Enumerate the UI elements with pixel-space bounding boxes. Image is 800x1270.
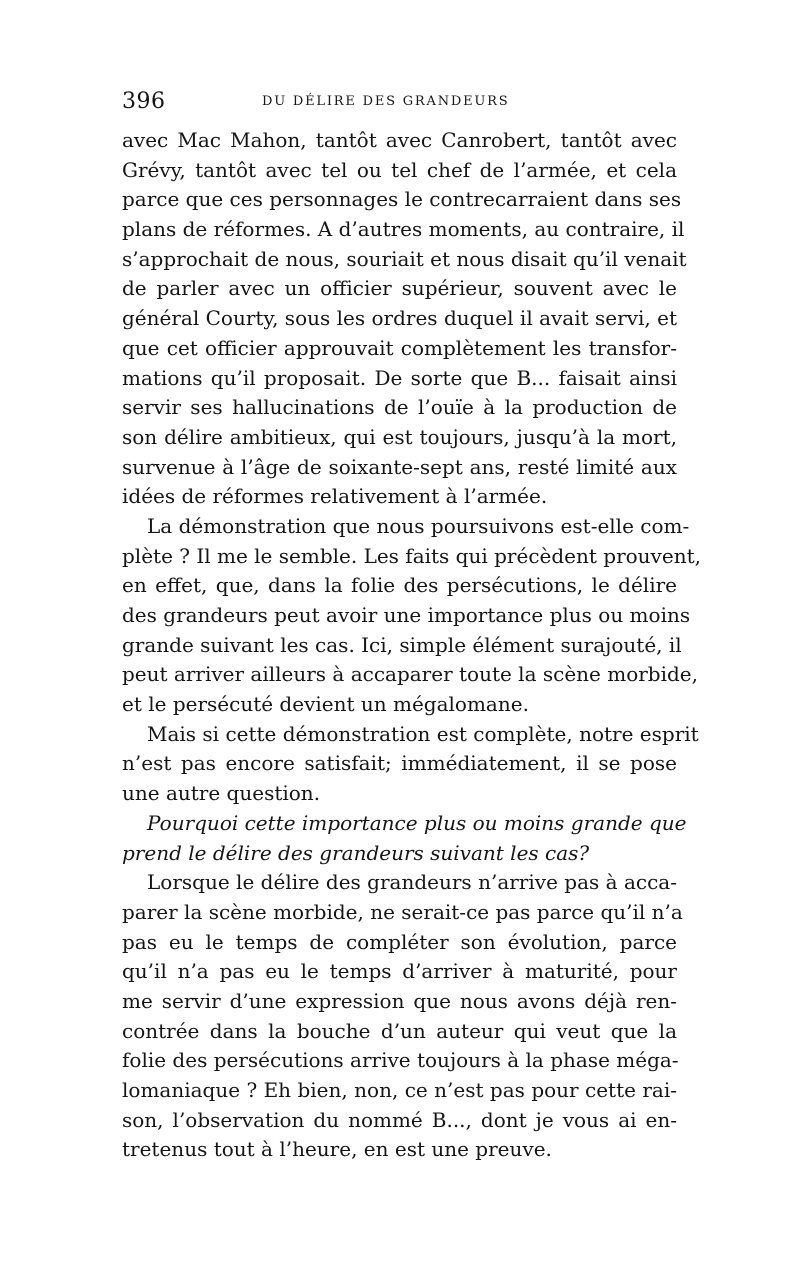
text-line: Grévy, tantôt avec tel ou tel chef de l’armée, et cela: [122, 157, 677, 182]
text-line: général Courty, sous les ordres duquel il avait servi, et: [122, 306, 677, 331]
page-header: [122, 89, 677, 119]
text-line: grande suivant les cas. Ici, simple élément surajouté, il: [122, 632, 682, 657]
text-line: son délire ambitieux, qui est toujours, jusqu’à la mort,: [122, 424, 677, 449]
page-number: 396: [122, 89, 166, 114]
text-line: lomaniaque ? Eh bien, non, ce n’est pas pour cette rai-: [122, 1078, 677, 1102]
text-line: peut arriver ailleurs à accaparer toute la scène morbide,: [122, 662, 698, 687]
text-line: idées de réformes relativement à l’armée.: [122, 484, 548, 509]
text-line: et le persécuté devient un mégalomane.: [122, 692, 529, 717]
text-line: tretenus tout à l’heure, en est une preuve.: [122, 1137, 552, 1162]
text-line: Pourquoi cette importance plus ou moins grande que: [147, 810, 687, 835]
text-line: pas eu le temps de compléter son évolution, parce: [122, 929, 677, 954]
text-line: mations qu’il proposait. De sorte que B... faisait ainsi: [122, 365, 677, 390]
text-line: plète ? Il me le semble. Les faits qui précèdent prouvent,: [122, 543, 701, 568]
text-line: parce que ces personnages le contrecarraient dans ses: [122, 187, 682, 212]
text-line: folie des persécutions arrive toujours à la phase méga-: [122, 1048, 679, 1073]
body-text: [122, 126, 701, 1165]
text-line: s’approchait de nous, souriait et nous disait qu’il venait: [122, 246, 687, 271]
text-line: que cet officier approuvait complètement les transfor-: [122, 335, 677, 360]
text-line: plans de réformes. A d’autres moments, au contraire, il: [122, 217, 685, 242]
text-line: parer la scène morbide, ne serait-ce pas parce qu’il n’a: [122, 899, 683, 924]
text-line: servir ses hallucinations de l’ouïe à la production de: [122, 395, 677, 420]
text-line: contrée dans la bouche d’un auteur qui veut que la: [122, 1018, 677, 1043]
text-line: Mais si cette démonstration est complète, notre esprit: [147, 721, 699, 746]
text-line: une autre question.: [122, 781, 321, 806]
text-line: prend le délire des grandeurs suivant les cas?: [122, 840, 590, 865]
text-line: me servir d’une expression que nous avons déjà ren-: [122, 988, 677, 1013]
text-line: qu’il n’a pas eu le temps d’arriver à maturité, pour: [122, 959, 677, 984]
text-line: son, l’observation du nommé B..., dont je vous ai en-: [122, 1107, 677, 1132]
text-line: Lorsque le délire des grandeurs n’arrive pas à acca-: [147, 870, 677, 895]
text-line: des grandeurs peut avoir une importance plus ou moins: [122, 603, 691, 627]
text-line: en effet, que, dans la folie des persécutions, le délire: [122, 573, 677, 598]
text-line: survenue à l’âge de soixante-sept ans, resté limité aux: [122, 454, 677, 479]
text-line: de parler avec un officier supérieur, souvent avec le: [122, 276, 677, 301]
running-title: DU DÉLIRE DES GRANDEURS: [262, 94, 510, 109]
text-line: n’est pas encore satisfait; immédiatement, il se pose: [122, 751, 677, 776]
text-line: avec Mac Mahon, tantôt avec Canrobert, tantôt avec: [122, 128, 677, 152]
text-line: La démonstration que nous poursuivons est-elle com-: [147, 513, 690, 538]
